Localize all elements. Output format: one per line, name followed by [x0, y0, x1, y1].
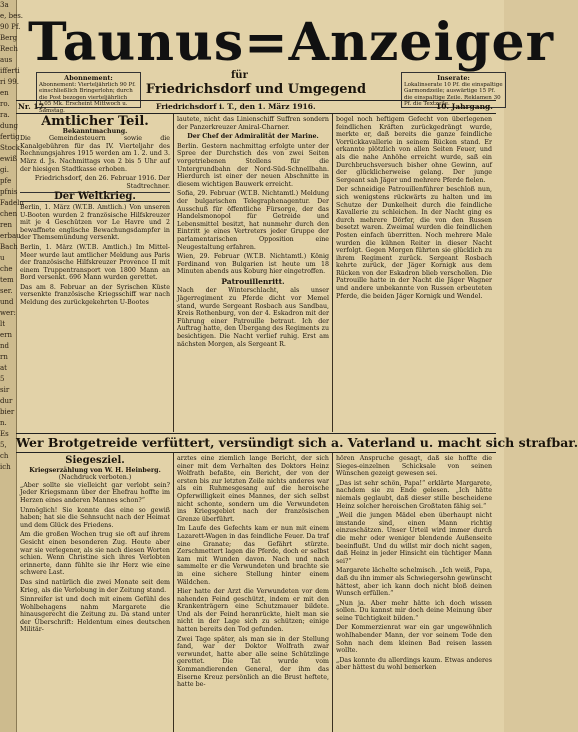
left-edge-fragment: at: [0, 364, 7, 372]
issue-number: Nr. 17.: [18, 102, 47, 111]
subscription-box-text: Abonnement: Vierteljährlich 90 Pf. einschließlich Bringerlohn; durch die Post bezogen vierteljährlich 1,05 Mk. Erscheint Mittwoch u. Samstag.: [39, 81, 136, 114]
column-divider: [173, 453, 174, 732]
issue-year: 10. Jahrgang.: [436, 102, 493, 111]
column-story-3: [336, 455, 492, 730]
column-official: [20, 116, 170, 431]
story-p2: Unmöglich! Sie konnte das eine so gewiß haben; hat sie die Sehnsucht nach der Heimat und dem Glück des Friedens.: [20, 506, 170, 529]
left-edge-fragment: 3a: [0, 1, 9, 9]
left-edge-fragment: ch: [0, 452, 9, 460]
issue-place-date: Friedrichsdorf i. T., den 1. März 1916.: [156, 102, 316, 111]
story-p5: Sinnreifer ist und doch mit einem Gefühl des Wohlbehagens nahm Margarete die hinausgerecht die Zeitung zu. Da stand unter der Überschrift: Heldentum eines deutschen Militär-: [20, 596, 170, 634]
war-report-1: Berlin, 1. März (W.T.B. Amtlich.) Von unseren U-Booten wurden 2 französische Hilfskreuzer mit je 4 Geschützen vor Le Havre und 2 bewaffnete englische Bewachungsdampfer in der Themsemündung versenkt.: [20, 203, 170, 242]
left-edge-fragment: 5: [0, 375, 5, 383]
column-divider: [332, 453, 333, 732]
left-edge-fragment: chen: [0, 210, 18, 218]
left-edge-fragment: Stock.: [0, 144, 23, 152]
left-edge-fragment: u: [0, 254, 5, 262]
story3-p3: „Weil die jungen Mädel eben überhaupt nicht imstande sind, einen Mann richtig einzuschätzen. Unser Urteil wird immer durch die mehr oder weniger blendende Außenseite beeinflußt. Und du willst mir doch nicht sagen, daß Heinz in jeder Hinsicht ein tüchtiger Mann sei?“: [336, 512, 492, 565]
story3-p1: hören Anspruche gesagt, daß sie hoffte die Sieges-einzelnen Schicksale von seinen Wünschen gezeigt gewesen sei.: [336, 455, 492, 478]
left-edge-fragment: Bach: [0, 243, 18, 251]
story-byline: Kriegserzählung von W. H. Heinberg.: [29, 466, 161, 474]
advertising-box-text: Lokalinserate 10 Pf. die einspaltige Garmondzeile; auswärtige 15 Pf. die einspaltige Zeile. Reklamen 30 Pf. die Textzeile.: [404, 81, 503, 107]
patrol-ride-heading: Patrouillenritt.: [221, 276, 285, 286]
column-news: [177, 116, 329, 431]
story2-p3: Hier hatte der Arzt die Verwundeten vor dem nahenden Feind geschützt, indem er mit den Krankenträgern eine Schutzmauer bildete. Und als der Feind heranrückte, hielt man sie nicht in der Lage sich zu schützen; einige hatten bereits den Tod gefunden.: [177, 588, 329, 634]
story2-p1: arztes eine ziemlich lange Bericht, der sich einer mit dem Verhalten des Doktors Heinz Wolfrath befaßte, ein Bericht, der von der ersten bis zur letzten Zeile nichts anderes war als ein Ruhmesgesang auf die heroische Opferwilligkeit eines Mannes, der sich selbst nicht schonte, sondern um die Verwundeten ins Kriegsgebiet nach der französischen Grenze überführt.: [177, 455, 329, 523]
story2-p2: Im Laufe des Gefechts kam er nun mit einem Lazarett-Wagen in das feindliche Feuer. Da traf eine Granate; das Gefährt stürzte. Zerschmettert lagen die Pferde, doch er selbst kam mit Wunden davon. Nach und nach sammelte er die Verwundeten und brachte sie in eine sichere Stellung hinter einem Wäldchen.: [177, 525, 329, 586]
left-edge-fragment: Es: [0, 430, 9, 438]
left-edge-fragment: tem: [0, 276, 14, 284]
left-edge-fragment: 5,: [0, 441, 7, 449]
left-edge-fragment: pfe: [0, 177, 12, 185]
left-edge-fragment: ri 99.: [0, 78, 19, 86]
story-p1: „Aber sollte sie vielleicht gar verlobt sein? Jeder Kriegsmann über der Ehefrau hoffte im Herzen eines anderen Mannes schon?“: [20, 481, 170, 504]
left-edge-fragment: ren: [0, 221, 12, 229]
column-patrol-continued: [336, 116, 492, 431]
column-divider: [173, 114, 174, 432]
news-berlin: Berlin. Gestern nachmittag erfolgte unter der Spree der Durchstich des von zwei Seiten vorgetriebenen Stollens für die Untergrundbahn der Nord-Süd-Schnellbahn. Hierdurch ist einer der neuen Abschnitte in diesem wichtigen Bauwerk erreicht.: [177, 142, 329, 188]
left-edge-fragment: nd: [0, 342, 9, 350]
left-edge-fragment: Rech: [0, 45, 18, 53]
for-word: für: [231, 70, 248, 81]
tax-notice-signature: Friedrichsdorf, den 26. Februar 1916. Der Stadtrechner.: [34, 175, 170, 190]
story2-p4: Zwei Tage später, als man sie in der Stellung fand, war der Doktor Wolfrath zwar verwundet, hatte aber alle seine Schützlinge gerettet. Die Tat wurde vom Kommandierenden General, der ihm das Eiserne Kreuz persönlich an die Brust heftete, hatte be-: [177, 635, 329, 689]
left-edge-fragment: ser.: [0, 287, 13, 295]
left-page-edge: [0, 0, 24, 732]
news-admiralty: lautete, nicht das Linienschiff Suffren sondern der Panzerkreuzer Amiral-Charner.: [177, 116, 329, 131]
column-divider: [332, 114, 333, 432]
news-admiralty-signature: Der Chef der Admiralität der Marine.: [187, 133, 319, 141]
dateline: [16, 100, 496, 114]
left-edge-fragment: rn: [0, 353, 8, 361]
left-edge-fragment: en: [0, 89, 9, 97]
left-edge-fragment: und: [0, 298, 14, 306]
news-sofia: Sofia, 29. Februar (W.T.B. Nichtamtl.) Meldung der bulgarischen Telegraphenagentur. Der Ausschuß für öffentliche Fürsorge, der das Handelsmonopol für Getreide und Lebensmittel besitzt, hat nunmehr durch den Eintritt je eines Vertreters jeder Gruppe der parlamentarischen Opposition eine Neugestaltung erfahren.: [177, 190, 329, 251]
war-report-3: Das am 8. Februar an der Syrischen Küste versenkte französische Kriegsschiff war nach Meldung des zurückgekehrten U-Bootes: [20, 283, 170, 307]
newspaper-title: Taunus=Anzeiger: [28, 12, 555, 73]
left-edge-fragment: e, bes.: [0, 12, 24, 20]
story3-p6: Der Kommerzienrat war ein gar ungewöhnlich wohlhabender Mann, der vor seinem Tode den Sohn nach dem kleinen Bad reisen lassen wollte.: [336, 624, 492, 655]
announcement-subheading: Bekanntmachung.: [62, 127, 128, 135]
left-edge-fragment: fertig: [0, 133, 20, 141]
left-edge-fragment: dur: [0, 397, 13, 405]
advertising-box-heading: Inserate:: [437, 74, 470, 82]
left-edge-fragment: lt: [0, 320, 6, 328]
left-edge-fragment: Berg: [0, 34, 18, 42]
left-edge-fragment: ro.: [0, 100, 10, 108]
patrol-continued-1: bogel noch heftigem Gefecht von überlegenen feindlichen Kräften zurückgedrängt wurde, merkte er, daß bereits die ganze feindliche Vorrückkavallerie in seinem Rücken stand. Er erkannte plötzlich von allen Seiten Feuer, und als die nahe Anhöhe erreicht wurde, saß ein Durchbruchsversuch bisher ohne Gewinn, auf der glücklicherweise gelang. Der junge Sergeant sah Jäger und mehrere Pferde fielen.: [336, 116, 492, 184]
left-edge-fragment: bier: [0, 408, 15, 416]
story-p4: Das sind natürlich die zwei Monate seit dem Krieg, als die Verlobung in der Zeitung stand.: [20, 578, 170, 594]
left-edge-fragment: Fadeln: [0, 199, 24, 207]
official-heading: Amtlicher Teil.: [41, 114, 149, 129]
bread-grain-banner: Wer Brotgetreide verfüttert, versündigt sich a. Vaterland u. macht sich strafbar.: [16, 433, 496, 453]
war-heading: Der Weltkrieg.: [20, 192, 170, 202]
subscription-box-heading: Abonnement:: [64, 74, 113, 82]
news-vienna: Wien, 29. Februar (W.T.B. Nichtamtl.) König Ferdinand von Bulgarien ist heute um 18 Minuten abends aus Koburg hier eingetroffen.: [177, 253, 329, 276]
left-edge-fragment: 90 Pf.: [0, 23, 21, 31]
patrol-continued-2: Der schneidige Patrouillenführer beschloß nun, sich wenigstens rückwärts zu halten und im Schutze der Dunkelheit durch die feindliche Kavallerie zu schleichen. In der Nacht ging es durch mehrere Dörfer, die von den Russen besetzt waren. Zweimal wurden die feindlichen Posten einfach überritten. Noch mehrere Male wurden die kühnen Reiter in dieser Nacht verfolgt. Gegen Morgen führten sie glücklich zu ihrem Regiment zurück. Sergeant Rosbach kehrte zurück, der Jäger Kornigk aus dem Rücken von der Eskadron blieb verschollen. Die Patrouille hatte in der Nacht die Jäger Wagner und andere unbekannte von Russen erbeuteten Pferde, die beiden Jäger Kornigk und Wendel.: [336, 186, 492, 300]
patrol-ride-text: Nach der Winterschlacht, als unser Jägerregiment zu Pferde dicht vor Memel stand, wurde Sergeant Rosbach aus Sandbau, Kreis Rothenburg, von der 4. Eskadron mit der Führung einer Patrouille betraut. Ich der Auftrag hatte, den Übergang des Regiments zu besichtigen. Die Nacht verlief ruhig. Erst am nächsten Morgen, als Sergeant R.: [177, 287, 329, 348]
left-edge-fragment: pfnis: [0, 188, 18, 196]
story3-p2: „Das ist sehr schön, Papa!“ erklärte Margarete, nachdem sie zu Ende gelesen. „Ich hätte niemals geglaubt, daß dieser stille bescheidene Heinz solcher heroischen Großtaten fähig sei.“: [336, 479, 492, 510]
tax-notice: Die Gemeindesteuern sowie die Kanalgebühren für das IV. Vierteljahr des Rechnungsjahres 1915 werden am 1. 2. und 3. März d. Js. Nachmittags von 2 bis 5 Uhr auf der hiesigen Stadtkasse erhoben.: [20, 135, 170, 173]
left-edge-fragment: ra.: [0, 111, 10, 119]
story-note: (Nachdruck verboten.): [58, 474, 132, 482]
left-edge-fragment: sir: [0, 386, 10, 394]
left-edge-fragment: gi.: [0, 166, 9, 174]
story3-p7: „Das konnte du allerdings kaum. Etwas anderes aber hättest du wohl bemerken: [336, 656, 492, 672]
left-edge-fragment: erbau: [0, 232, 21, 240]
left-edge-fragment: ewiß: [0, 155, 18, 163]
left-edge-fragment: che: [0, 265, 13, 273]
story3-p5: „Nun ja. Aber mehr hätte ich doch wissen sollen. Du kannst mir doch deine Meinung über seine Tüchtigkeit bilden.“: [336, 599, 492, 622]
left-edge-fragment: n.: [0, 419, 7, 427]
story-heading: Siegesziel.: [65, 455, 125, 466]
war-report-2: Berlin, 1. März (W.T.B. Amtlich.) Im Mittel-Meer wurde laut amtlicher Meldung aus Paris der französische Hilfskreuzer Provence II mit einem Truppentransport von 1800 Mann an Bord versenkt. 696 Mann wurden gerettet.: [20, 243, 170, 282]
left-edge-fragment: dung: [0, 122, 18, 130]
left-edge-fragment: aus: [0, 56, 13, 64]
newspaper-subtitle: Friedrichsdorf und Umgegend: [145, 82, 367, 97]
column-story: [20, 455, 170, 730]
left-edge-fragment: wer:: [0, 309, 16, 317]
story3-p4: Margarete lächelte schelmisch. „Ich weiß, Papa, daß du ihn immer als Schwiegersohn gewünscht hättest, aber ich kann doch nicht bloß deinen Wunsch erfüllen.“: [336, 567, 492, 598]
story-p3: Am die großen Wochen trug sie oft auf ihrem Gesicht einen besonderen Zug. Heute aber war sie verlegener, als sie nach diesen Worten schien. Wenn Christine sich ihres Verlobten erinnerte, dann fühlte sie ihr Herz wie eine schwere Last.: [20, 531, 170, 577]
left-edge-fragment: ern: [0, 331, 12, 339]
column-story-2: [177, 455, 329, 730]
left-edge-fragment: ifferti: [0, 67, 20, 75]
left-edge-fragment: ich: [0, 463, 11, 471]
